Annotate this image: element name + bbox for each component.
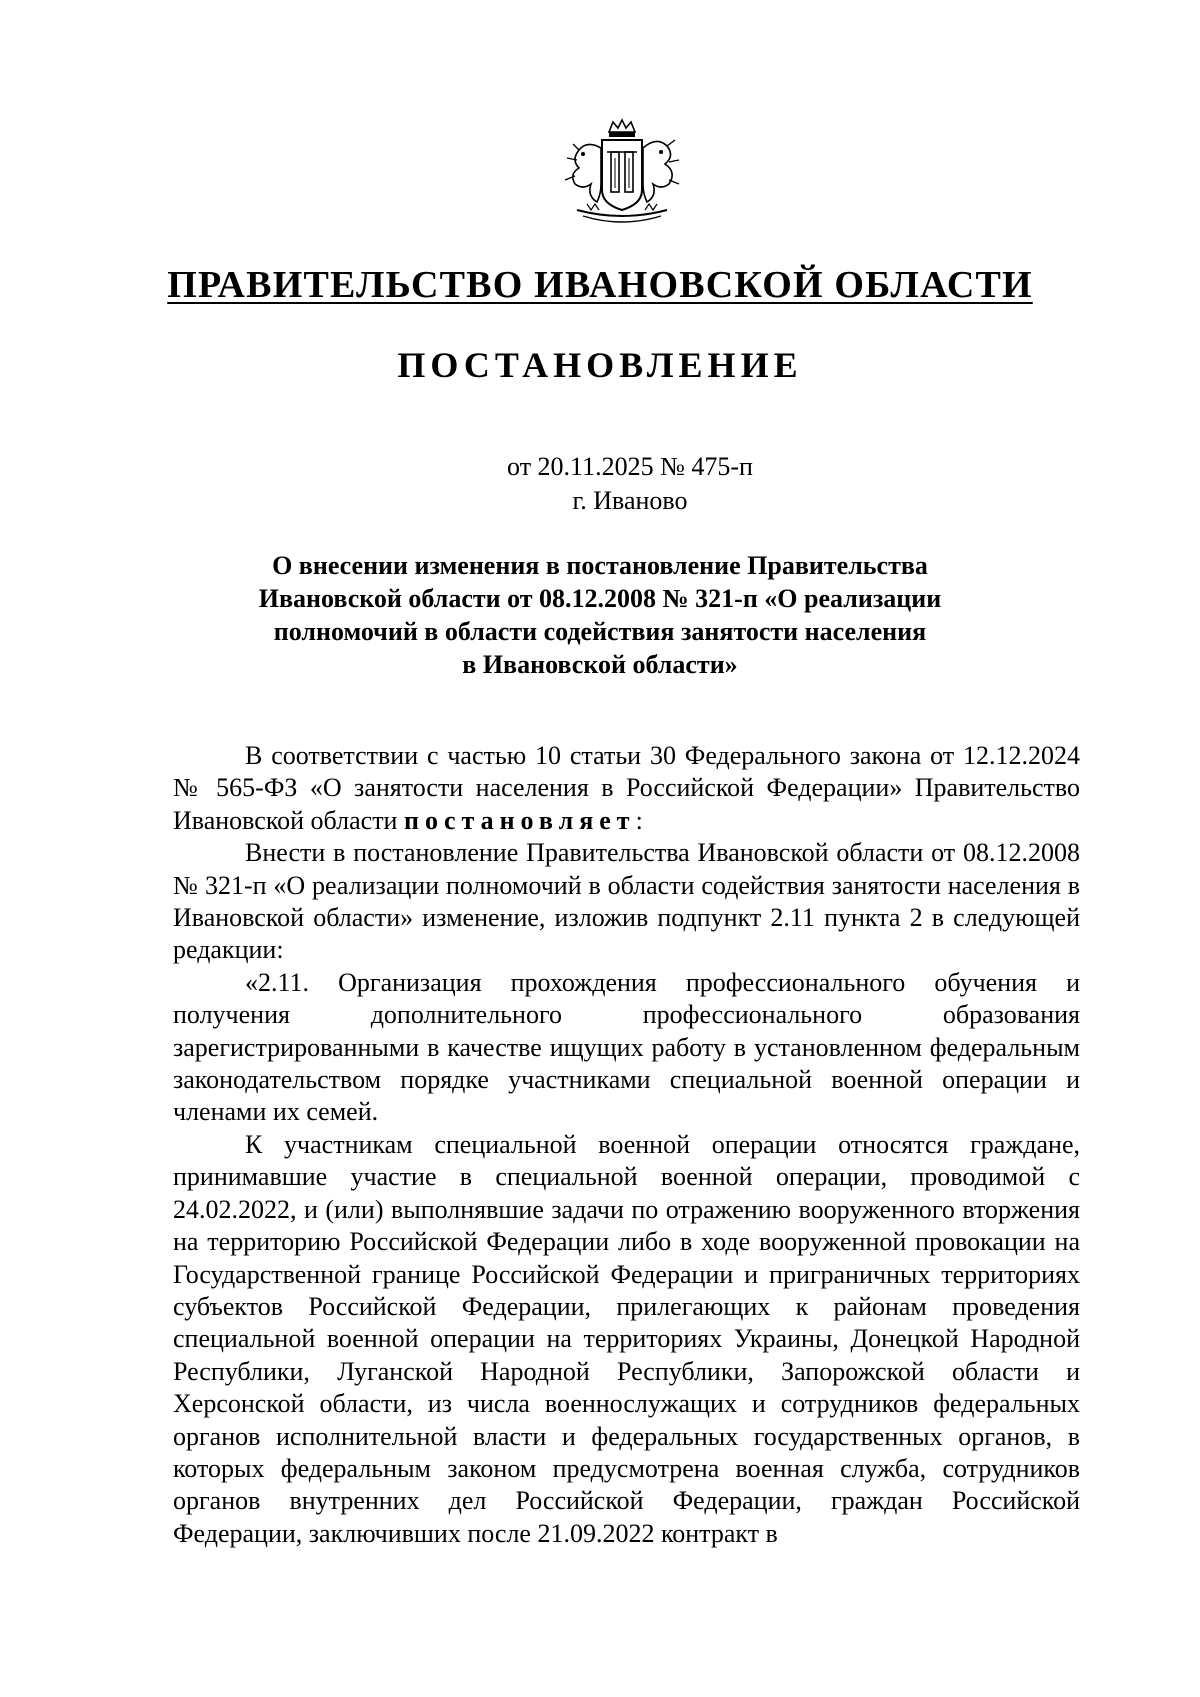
- paragraph-text: В соответствии с частью 10 статьи 30 Федерального закона от 12.12.2024 № 565-ФЗ «О занятости населения в Российской Федерации» Правительство Ивановской области: [173, 741, 1080, 835]
- document-body: [173, 740, 1080, 1550]
- body-paragraph: К участникам специальной военной операции относятся граждане, принимавшие участие в специальной военной операции, проводимой с 24.02.2022, и (или) выполнявшие задачи по отражению вооруженного вторжения на территорию Российской Федерации либо в ходе вооруженной провокации на Государственной границе Российской Федерации и приграничных территориях субъектов Российской Федерации, прилегающих к районам проведения специальной военной операции на территориях Украины, Донецкой Народной Республики, Луганской Народной Республики, Запорожской области и Херсонской области, из числа военнослужащих и сотрудников федеральных органов исполнительной власти и федеральных государственных органов, в которых федеральным законом предусмотрена военная служба, сотрудников органов внутренних дел Российской Федерации, граждан Российской Федерации, заключивших после 21.09.2022 контракт в: [173, 1129, 1080, 1548]
- subject-line: О внесении изменения в постановление Правительства: [272, 551, 928, 580]
- body-paragraph: «2.11. Организация прохождения профессионального обучения и получения дополнительного профессионального образования зарегистрированными в качестве ищущих работу в установленном федеральным законодательством порядке участниками специальной военной операции и членами их семей.: [173, 967, 1080, 1127]
- body-paragraph: [173, 740, 1080, 837]
- place: г. Иваново: [572, 486, 688, 515]
- document-subject: [200, 549, 1000, 681]
- date-number: от 20.11.2025 № 475-п: [507, 452, 753, 481]
- government-title: [0, 263, 1200, 307]
- document-type: ПОСТАНОВЛЕНИЕ: [397, 345, 803, 385]
- document-meta: [0, 450, 1200, 518]
- government-title-text: ПРАВИТЕЛЬСТВО ИВАНОВСКОЙ ОБЛАСТИ: [167, 264, 1033, 306]
- body-paragraph: Внести в постановление Правительства Ивановской области от 08.12.2008 № 321-п «О реализации полномочий в области содействия занятости населения в Ивановской области» изменение, изложив подпункт 2.11 пункта 2 в следующей редакции:: [173, 838, 1080, 965]
- subject-line: Ивановской области от 08.12.2008 № 321-п «О реализации: [258, 584, 942, 613]
- coat-of-arms-icon: [557, 118, 687, 230]
- paragraph-punctuation: :: [635, 805, 643, 835]
- resolution-keyword: постановляет: [403, 805, 636, 835]
- subject-line: полномочий в области содействия занятости населения: [273, 617, 927, 646]
- subject-line: в Ивановской области»: [462, 650, 738, 679]
